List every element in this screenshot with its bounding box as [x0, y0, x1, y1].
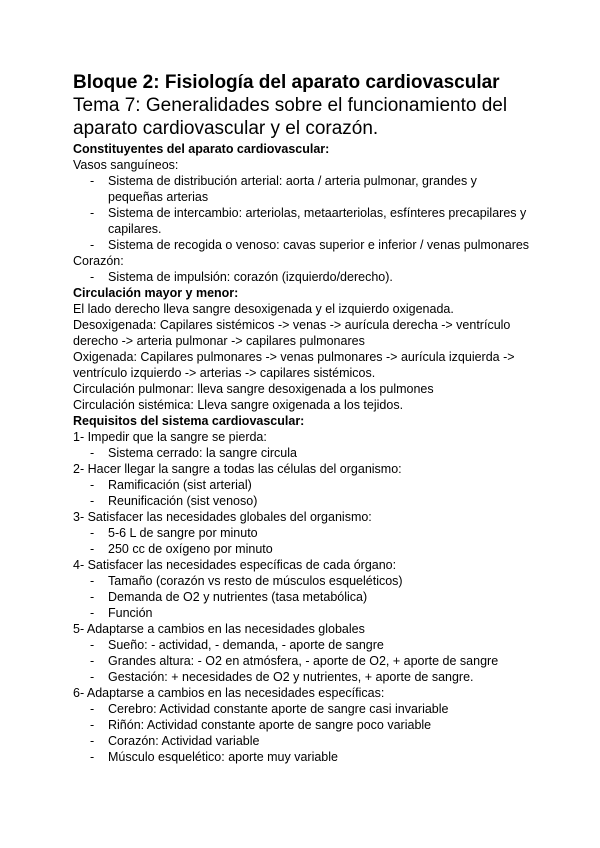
paragraph-vasos: Vasos sanguíneos: — [73, 158, 179, 172]
paragraph: Circulación sistémica: Lleva sangre oxigenada a los tejidos. — [73, 398, 404, 412]
requisito-1: 1- Impedir que la sangre se pierda: — [73, 430, 267, 444]
list-item: - Demanda de O2 y nutrientes (tasa metabólica) — [73, 589, 533, 605]
requisito-5: 5- Adaptarse a cambios en las necesidades globales — [73, 622, 365, 636]
section-heading-requisitos: Requisitos del sistema cardiovascular: — [73, 414, 305, 428]
list-item: - Reunificación (sist venoso) — [73, 493, 533, 509]
list-item: - Sistema cerrado: la sangre circula — [73, 445, 533, 461]
list-requisito-5 — [73, 637, 533, 685]
list-item: - Sistema de recogida o venoso: cavas superior e inferior / venas pulmonares — [73, 237, 533, 253]
list-requisito-6 — [73, 701, 533, 765]
list-item: - Corazón: Actividad variable — [73, 733, 533, 749]
requisito-6: 6- Adaptarse a cambios en las necesidades específicas: — [73, 686, 385, 700]
list-item: - Ramificación (sist arterial) — [73, 477, 533, 493]
paragraph: Oxigenada: Capilares pulmonares -> venas pulmonares -> aurícula izquierda -> ventrículo izquierdo -> arterias -> capilares sistémicos. — [73, 350, 515, 380]
list-corazon — [73, 269, 533, 285]
section-heading-circulacion: Circulación mayor y menor: — [73, 286, 239, 300]
list-item: - Grandes altura: - O2 en atmósfera, - aporte de O2, + aporte de sangre — [73, 653, 533, 669]
page-title: Bloque 2: Fisiología del aparato cardiovascular — [73, 72, 500, 93]
list-requisito-3 — [73, 525, 533, 557]
list-item: - 250 cc de oxígeno por minuto — [73, 541, 533, 557]
list-item: - Sueño: - actividad, - demanda, - aporte de sangre — [73, 637, 533, 653]
list-item: - Gestación: + necesidades de O2 y nutrientes, + aporte de sangre. — [73, 669, 533, 685]
list-item: - Sistema de distribución arterial: aorta / arteria pulmonar, grandes y pequeñas arterias — [73, 173, 533, 205]
section-heading-constituyentes: Constituyentes del aparato cardiovascular: — [73, 142, 330, 156]
requisito-4: 4- Satisfacer las necesidades específicas de cada órgano: — [73, 558, 397, 572]
requisito-2: 2- Hacer llegar la sangre a todas las células del organismo: — [73, 462, 402, 476]
list-item: - Sistema de intercambio: arteriolas, metaarteriolas, esfínteres precapilares y capilares. — [73, 205, 533, 237]
paragraph-corazon: Corazón: — [73, 254, 124, 268]
list-requisito-4 — [73, 573, 533, 621]
list-item: - Cerebro: Actividad constante aporte de sangre casi invariable — [73, 701, 533, 717]
list-item: - 5-6 L de sangre por minuto — [73, 525, 533, 541]
paragraph: Circulación pulmonar: lleva sangre desoxigenada a los pulmones — [73, 382, 434, 396]
list-item: - Función — [73, 605, 533, 621]
requisito-3: 3- Satisfacer las necesidades globales del organismo: — [73, 510, 372, 524]
list-vasos — [73, 173, 533, 253]
paragraph: El lado derecho lleva sangre desoxigenada y el izquierdo oxigenada. — [73, 302, 454, 316]
paragraph: Desoxigenada: Capilares sistémicos -> venas -> aurícula derecha -> ventrículo derecho -> arteria pulmonar -> capilares pulmonares — [73, 318, 511, 348]
list-item: - Músculo esquelético: aporte muy variable — [73, 749, 533, 765]
list-item: - Sistema de impulsión: corazón (izquierdo/derecho). — [73, 269, 533, 285]
document-page — [73, 71, 533, 765]
list-item: - Riñón: Actividad constante aporte de sangre poco variable — [73, 717, 533, 733]
list-requisito-1 — [73, 445, 533, 461]
page-subtitle: Tema 7: Generalidades sobre el funcionamiento del aparato cardiovascular y el corazón. — [73, 95, 508, 139]
list-requisito-2 — [73, 477, 533, 509]
list-item: - Tamaño (corazón vs resto de músculos esqueléticos) — [73, 573, 533, 589]
